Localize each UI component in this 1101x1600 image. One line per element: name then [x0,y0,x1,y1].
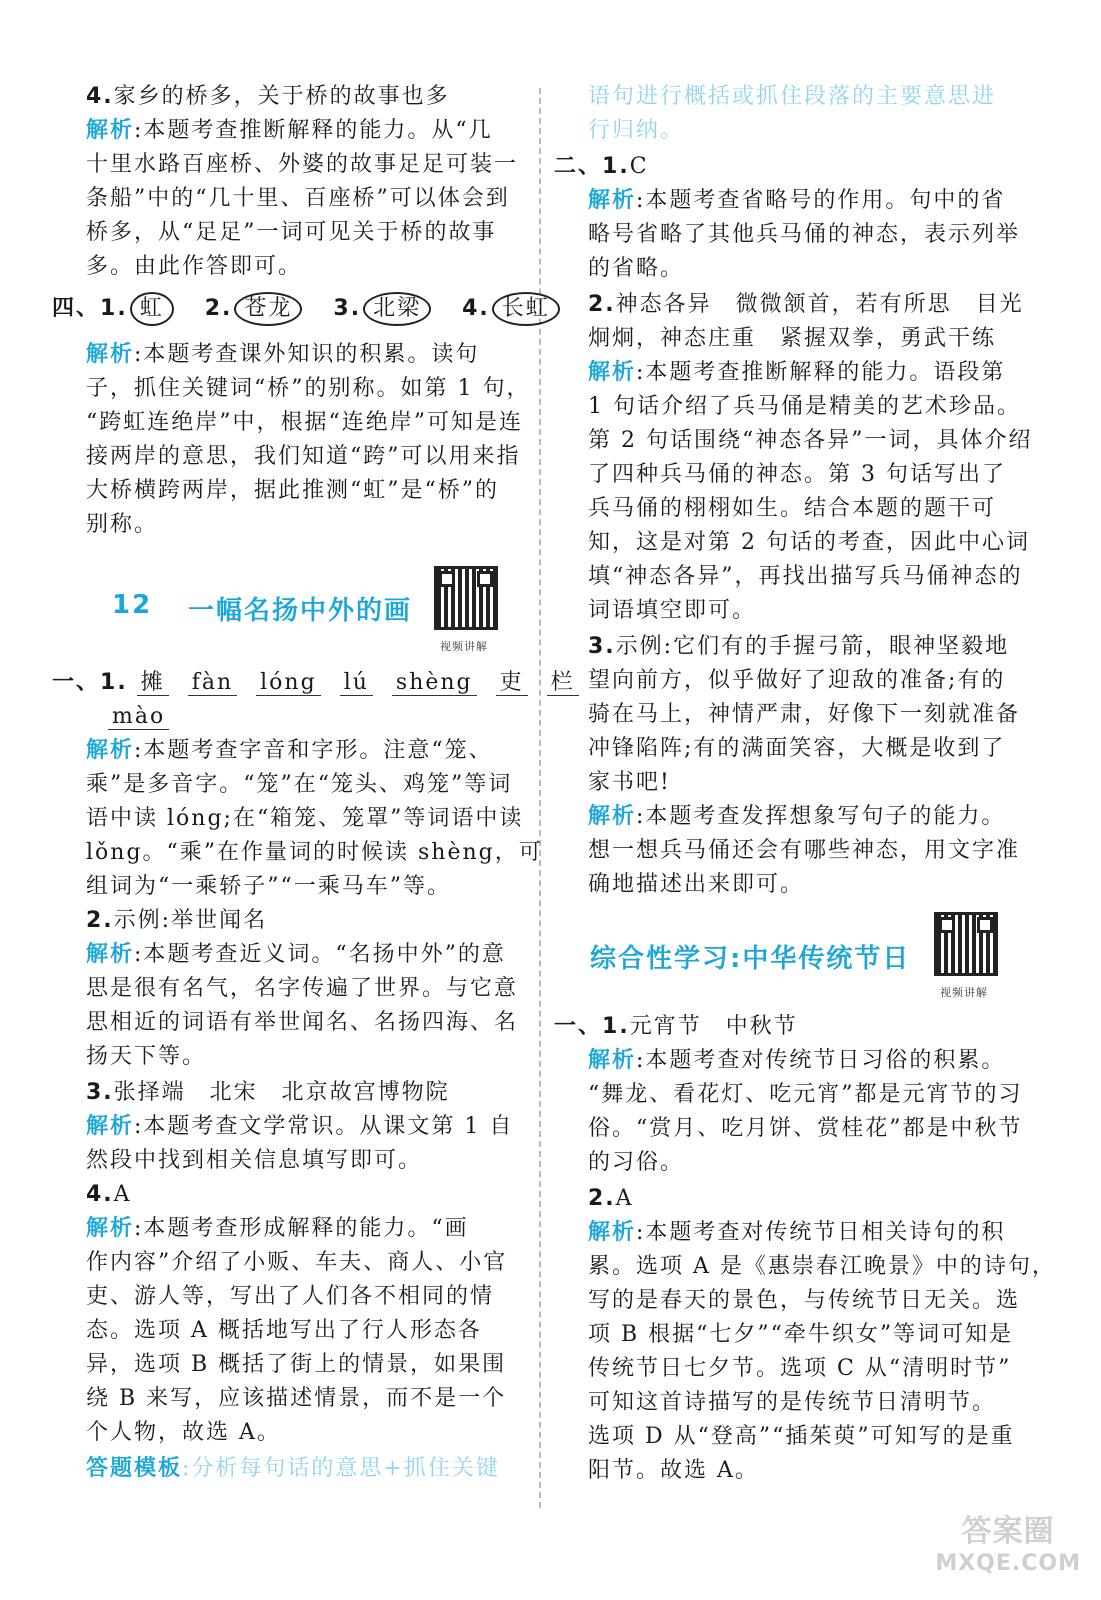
watermark-logo: 答案圈 MXQE.COM [935,1514,1081,1576]
analysis-label: 解析:本题考查推断解释的能力。从“几 [86,118,493,143]
answer-blank-cont: mào [108,700,179,734]
answer-blank: fàn [188,670,237,696]
analysis-line: 个人物，故选 A。 [86,1420,281,1445]
qr-code-icon[interactable] [434,566,498,630]
answer-blank: lóng [256,670,321,696]
lesson-title: 一幅名扬中外的画 [188,596,413,626]
analysis-line: 略号省略了其他兵马俑的神态，表示列举 [588,222,1021,247]
analysis-line: 累。选项 A 是《惠崇春江晚景》中的诗句， [588,1254,1056,1279]
analysis-label: 解析:本题考查推断解释的能力。语段第 [588,360,1006,385]
analysis-line: 的省略。 [588,256,685,281]
qr-code-icon[interactable] [934,912,998,976]
analysis-line: 可知这首诗描写的是传统节日清明节。 [588,1390,997,1415]
analysis-label: 解析:本题考查近义词。“名扬中外”的意 [86,942,506,967]
answer-2: 2.示例:举世闻名 [86,908,268,933]
answer-blank: 吏 [496,670,528,696]
answer-line: 望向前方，似乎做好了迎敌的准备;有的 [588,668,1006,693]
question-1-answers: 一、1. 摊 fàn lóng lú shèng 吏 栏 [52,666,579,700]
answer-blank: lú [340,670,373,696]
section-two-answer-1: 二、1.C [554,154,649,179]
template-continuation: 语句进行概括或抓住段落的主要意思进 [588,84,997,109]
analysis-line: 条船”中的“几十里、百座桥”可以体会到 [86,186,510,211]
analysis-line: 然段中找到相关信息填写即可。 [86,1148,423,1173]
analysis-line: “舞龙、看花灯、吃元宵”都是元宵节的习 [588,1082,1023,1107]
circled-answer: 长虹 [492,292,560,326]
unit-title: 综合性学习:中华传统节日 [590,944,911,974]
analysis-label: 解析:本题考查形成解释的能力。“画 [86,1216,469,1241]
analysis-label: 解析:本题考查对传统节日相关诗句的积 [588,1220,1006,1245]
analysis-line: 想一想兵马俑还会有哪些神态，用文字准 [588,838,1021,863]
answer-3: 3.示例:它们有的手握弓箭，眼神坚毅地 [588,634,1010,659]
analysis-line: 组词为“一乘轿子”“一乘马车”等。 [86,874,451,899]
analysis-line: 项 B 根据“七夕”“牵牛织女”等词可知是 [588,1322,1014,1347]
answer-blank: 栏 [547,670,579,696]
analysis-line: 选项 D 从“登高”“插茱萸”可知写的是重 [588,1424,1015,1449]
analysis-label: 解析:本题考查省略号的作用。句中的省 [588,188,1006,213]
analysis-line: 思相近的词语有举世闻名、名扬四海、名 [86,1010,519,1035]
analysis-line: 1 句话介绍了兵马俑是精美的艺术珍品。 [588,394,1021,419]
analysis-line: 十里水路百座桥、外婆的故事足足可装一 [86,152,519,177]
circled-answer: 北梁 [363,292,431,326]
qr-caption: 视频讲解 [940,986,988,999]
circled-answer: 虹 [130,292,174,326]
answer-blank: shèng [392,670,477,696]
analysis-line: 兵马俑的栩栩如生。结合本题的题干可 [588,496,997,521]
analysis-line: 知，这是对第 2 句话的考查，因此中心词 [588,530,1030,555]
analysis-line: 传统节日七夕节。选项 C 从“清明时节” [588,1356,1012,1381]
answer-4: 4.家乡的桥多，关于桥的故事也多 [86,84,450,109]
answer-4: 4.A [86,1182,132,1207]
circled-answer: 苍龙 [234,292,302,326]
analysis-line: 阳节。故选 A。 [588,1458,759,1483]
analysis-line: 别称。 [86,512,159,537]
analysis-line: 绕 B 来写，应该描述情景，而不是一个 [86,1386,507,1411]
answer-2: 2.A [588,1186,634,1211]
section-four-answers: 四、1. 虹 2. 苍龙 3. 北梁 4. 长虹 [52,292,560,326]
analysis-line: 多。由此作答即可。 [86,254,303,279]
analysis-line: 扬天下等。 [86,1044,207,1069]
analysis-line: 写的是春天的景色，与传统节日无关。选 [588,1288,1021,1313]
analysis-line: 填“神态各异”，再找出描写兵马俑神态的 [588,564,1023,589]
answer-line: 家书吧! [588,770,671,795]
answer-3: 3.张择端 北宋 北京故宫博物院 [86,1080,450,1105]
analysis-label: 解析:本题考查发挥想象写句子的能力。 [588,804,1006,829]
analysis-line: 接两岸的意思，我们知道“跨”可以用来指 [86,444,521,469]
analysis-label: 解析:本题考查字音和字形。注意“笼、 [86,738,493,763]
analysis-line: 大桥横跨两岸，据此推测“虹”是“桥”的 [86,478,499,503]
answer-template: 答题模板:分析每句话的意思+抓住关键 [86,1456,500,1481]
analysis-line: 作内容”介绍了小贩、车夫、商人、小官 [86,1250,508,1275]
analysis-line: 异，选项 B 概括了街上的情景，如果围 [86,1352,507,1377]
analysis-line: 思是很有名气，名字传遍了世界。与它意 [86,976,519,1001]
analysis-line: 词语填空即可。 [588,598,757,623]
analysis-line: 俗。“赏月、吃月饼、赏桂花”都是中秋节 [588,1116,1023,1141]
answer-blank: 摊 [137,670,169,696]
analysis-label: 解析:本题考查文学常识。从课文第 1 自 [86,1114,514,1139]
analysis-line: lǒng。“乘”在作量词的时候读 shèng，可 [86,840,543,865]
analysis-line: 的习俗。 [588,1150,685,1175]
section-one-answer-1: 一、1.元宵节 中秋节 [554,1014,798,1039]
qr-caption: 视频讲解 [440,640,488,653]
analysis-line: 语中读 lóng;在“箱笼、笼罩”等词语中读 [86,806,524,831]
analysis-line: 确地描述出来即可。 [588,872,805,897]
answer-line: 冲锋陷阵;有的满面笑容，大概是收到了 [588,736,1006,761]
analysis-line: 了四种兵马俑的神态。第 3 句话写出了 [588,462,1006,487]
lesson-number: 12 [112,590,153,620]
answer-line: 骑在马上，神情严肃，好像下一刻就准备 [588,702,1021,727]
analysis-line: 乘”是多音字。“笼”在“笼头、鸡笼”等词 [86,772,513,797]
template-continuation: 行归纳。 [588,118,685,143]
analysis-line: 桥多，从“足足”一词可见关于桥的故事 [86,220,497,245]
analysis-line: “跨虹连绝岸”中，根据“连绝岸”可知是连 [86,410,523,435]
answer-2: 2.神态各异 微微颔首，若有所思 目光 [588,292,1024,317]
answer-line: 炯炯，神态庄重 紧握双拳，勇武干练 [588,326,997,351]
analysis-label: 解析:本题考查对传统节日习俗的积累。 [588,1048,1006,1073]
analysis-label: 解析:本题考查课外知识的积累。读句 [86,342,480,367]
analysis-line: 吏、游人等，写出了人们各不相同的情 [86,1284,495,1309]
analysis-line: 态。选项 A 概括地写出了行人形态各 [86,1318,482,1343]
analysis-line: 第 2 句话围绕“神态各异”一词，具体介绍 [588,428,1033,453]
analysis-line: 子，抓住关键词“桥”的别称。如第 1 句， [86,376,531,401]
